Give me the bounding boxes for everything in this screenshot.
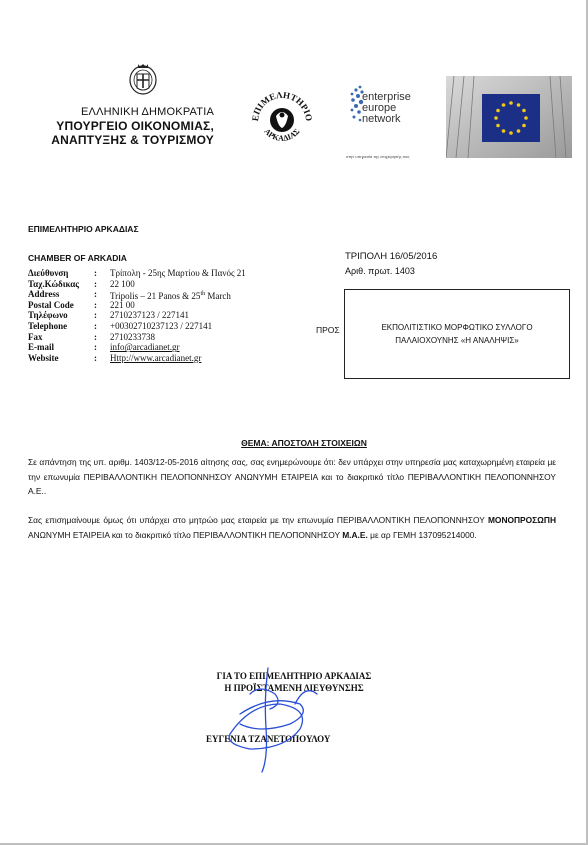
contact-label: Telephone [28, 320, 68, 331]
recipient-line-1: ΕΚΠΟΛΙΤΙΣΤΙΚΟ ΜΟΡΦΩΤΙΚΟ ΣΥΛΛΟΓΟ [381, 323, 533, 332]
contact-value: +00302710237123 / 227141 [110, 320, 213, 331]
contact-label: Website [28, 352, 59, 363]
email-link[interactable]: info@arcadianet.gr [110, 342, 180, 353]
contact-separator: : [94, 352, 97, 363]
to-label: ΠΡΟΣ [316, 325, 340, 335]
contact-row [28, 289, 246, 300]
seal-text-top: ΕΠΙΜΕΛΗΤΗΡΙΟ [250, 89, 314, 122]
ministry-line-3: ΑΝΑΠΤΥΞΗΣ & ΤΟΥΡΙΣΜΟΥ [51, 133, 214, 147]
contact-value: 22 100 [110, 278, 135, 289]
address-ordinal: th [200, 291, 206, 298]
contact-list [28, 268, 246, 363]
paragraph-2-part-b: ΑΝΩΝΥΜΗ ΕΤΑΙΡΕΙΑ και το διακριτικό τίτλο ΠΕΡΙΒΑΛΛΟΝΤΙΚΗ ΠΕΛΟΠΟΝΝΗΣΟΥ [28, 529, 343, 540]
contact-separator: : [94, 268, 97, 278]
sender-name-greek: ΕΠΙΜΕΛΗΤΗΡΙΟ ΑΡΚΑΔΙΑΣ [28, 224, 139, 234]
contact-row [28, 279, 246, 290]
contact-separator: : [94, 278, 97, 289]
chamber-seal-icon [250, 88, 314, 152]
subject-wrapper [0, 433, 588, 451]
recipient-box [344, 289, 570, 379]
eu-star [496, 124, 500, 128]
een-line-3: network [362, 113, 401, 125]
contact-value: 221 00 [110, 299, 135, 310]
eu-star [502, 129, 506, 133]
eu-star [502, 103, 506, 107]
eu-star [522, 124, 526, 128]
signature-line-1: ΓΙΑ ΤΟ ΕΠΙΜΕΛΗΤΗΡΙΟ ΑΡΚΑΔΙΑΣ [216, 671, 372, 681]
seal-text-bottom: ΑΡΚΑΔΙΑΣ [262, 126, 302, 143]
contact-separator: : [94, 342, 97, 353]
contact-row [28, 321, 246, 332]
body-paragraph-2 [28, 513, 556, 542]
contact-row [28, 300, 246, 311]
eu-star [509, 101, 513, 105]
contact-label: Address [28, 289, 60, 300]
eu-star [524, 116, 528, 120]
contact-separator: : [94, 289, 97, 300]
signature-line-2: Η ΠΡΟΪΣΤΑΜΕΝΗ ΔΙΕΥΘΥΝΣΗΣ [224, 683, 364, 693]
address-text: Tripolis – 21 Panos & 25 [110, 291, 201, 302]
contact-label: Διεύθυνση [28, 268, 69, 278]
paragraph-2-emphasis-1: ΜΟΝΟΠΡΟΣΩΠΗ [487, 515, 556, 525]
een-line-1: enterprise [362, 91, 411, 103]
ministry-line-2: ΥΠΟΥΡΓΕΙΟ ΟΙΚΟΝΟΜΙΑΣ, [56, 119, 214, 133]
ministry-line-1: ΕΛΛΗΝΙΚΗ ΔΗΜΟΚΡΑΤΙΑ [80, 106, 214, 118]
contact-value-address [110, 289, 231, 300]
een-wordmark [362, 92, 411, 125]
een-subtitle: στην υπηρεσία της επιχείρησής σας [346, 154, 410, 159]
body-paragraph-1: Σε απάντηση της υπ. αριθμ. 1403/12-05-2016 αίτησης σας, σας ενημερώνουμε ότι: δεν υπάρχει στην υπηρεσία μας καταχωρημένη εταιρεία με την επωνυμία ΠΕΡΙΒΑΛΛΟΝΤΙΚΗ ΠΕΛΟΠΟΝΝΗΣΟΥ ΑΝΩΝΥΜΗ ΕΤΑΙΡΕΙΑ και το διακριτικό τίτλο ΠΕΡΙΒΑΛΛΟΝΤΙΚΗ ΠΕΛΟΠΟΝΝΗΣΟΥ Α.Ε.. [28, 457, 556, 496]
contact-row [28, 332, 246, 343]
contact-row [28, 342, 246, 353]
contact-label: Fax [28, 331, 43, 342]
contact-value: 2710237123 / 227141 [110, 310, 190, 321]
sender-name-english: CHAMBER OF ARKADIA [28, 253, 127, 263]
contact-separator: : [94, 310, 97, 321]
eu-star [494, 116, 498, 120]
eu-star [509, 131, 513, 135]
handwritten-signature [210, 664, 330, 774]
contact-label: Ταχ.Κώδικας [28, 278, 80, 289]
greek-emblem-icon [128, 60, 158, 96]
paragraph-2-emphasis-2: Μ.Α.Ε. [342, 529, 368, 540]
een-line-2: europe [362, 102, 397, 114]
eu-flag-icon [446, 76, 572, 158]
signatory-name: ΕΥΓΕΝΙΑ ΤΖΑΝΕΤΟΠΟΥΛΟΥ [206, 734, 331, 744]
eu-star [517, 103, 521, 107]
address-tail: March [205, 291, 231, 302]
contact-row [28, 268, 246, 279]
protocol-number: Αριθ. πρωτ. 1403 [345, 266, 415, 276]
eu-star [517, 129, 521, 133]
contact-row [28, 353, 246, 364]
eu-star [522, 109, 526, 113]
eu-star [496, 109, 500, 113]
contact-separator: : [94, 331, 97, 342]
website-link[interactable]: Http://www.arcadianet.gr [110, 352, 202, 363]
contact-value: 2710233738 [110, 331, 155, 342]
paragraph-2-part-a: Σας επισημαίνουμε όμως ότι υπάρχει στο μητρώο μας εταιρεία με την επωνυμία ΠΕΡΙΒΑΛΛΟΝΤΙΚΗ ΠΕΛΟΠΟΝΝΗΣΟΥ [28, 515, 488, 525]
contact-label: E-mail [28, 342, 54, 353]
contact-value: Τρίπολη - 25ης Μαρτίου & Πανός 21 [110, 268, 246, 278]
subject-line: ΘΕΜΑ: ΑΠΟΣΤΟΛΗ ΣΤΟΙΧΕΙΩΝ [241, 438, 367, 448]
contact-label: Τηλέφωνο [28, 310, 68, 321]
paragraph-2-part-c: με αρ ΓΕΜΗ 137095214000. [367, 529, 477, 540]
contact-separator: : [94, 320, 97, 331]
contact-separator: : [94, 299, 97, 310]
contact-row [28, 310, 246, 321]
contact-label: Postal Code [28, 299, 74, 310]
ministry-header [44, 60, 214, 147]
recipient-line-2: ΠΑΛΑΙΟΧΟΥΝΗΣ «Η ΑΝΑΛΗΨΙΣ» [395, 336, 519, 345]
date-line: ΤΡΙΠΟΛΗ 16/05/2016 [345, 251, 438, 262]
